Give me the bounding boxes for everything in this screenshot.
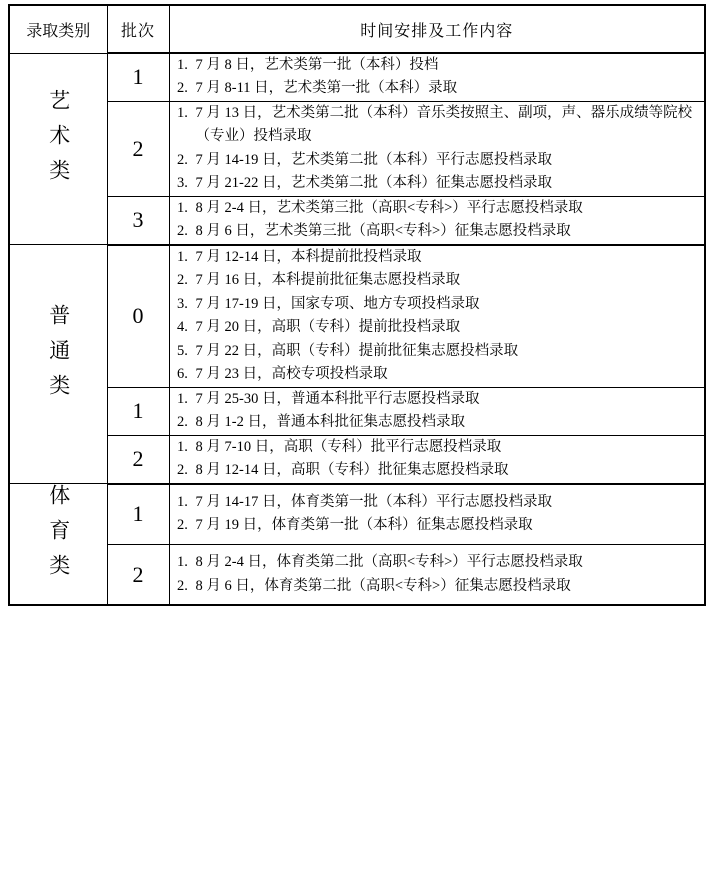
list-item: 1. 8 月 2-4 日，艺术类第三批（高职<专科>）平行志愿投档录取 [192, 197, 705, 220]
list-item: 1. 8 月 2-4 日，体育类第二批（高职<专科>）平行志愿投档录取 [192, 551, 705, 574]
content-list [170, 246, 705, 387]
list-item: 1. 7 月 13 日，艺术类第二批（本科）音乐类按照主、副项，声、器乐成绩等院校（专业）投档录取 [192, 102, 705, 149]
content-cell [169, 387, 705, 435]
list-item: 2. 8 月 6 日，艺术类第三批（高职<专科>）征集志愿投档录取 [192, 220, 705, 243]
header-row [9, 5, 705, 53]
table-header [9, 5, 705, 53]
list-item: 4. 7 月 20 日，高职（专科）提前批投档录取 [192, 316, 705, 339]
list-item: 2. 7 月 8-11 日，艺术类第一批（本科）录取 [192, 77, 705, 100]
table-row [9, 101, 705, 196]
category-cell [9, 245, 107, 484]
batch-cell: 1 [107, 53, 169, 101]
list-item: 1. 7 月 14-17 日，体育类第一批（本科）平行志愿投档录取 [192, 491, 705, 514]
table-body [9, 53, 705, 605]
list-item: 6. 7 月 23 日，高校专项投档录取 [192, 363, 705, 386]
list-item: 3. 7 月 21-22 日，艺术类第二批（本科）征集志愿投档录取 [192, 172, 705, 195]
content-list [170, 388, 705, 435]
content-cell [169, 101, 705, 196]
batch-cell: 1 [107, 387, 169, 435]
content-cell [169, 196, 705, 244]
content-list [170, 436, 705, 483]
table-row [9, 484, 705, 545]
list-item: 1. 7 月 8 日，艺术类第一批（本科）投档 [192, 54, 705, 77]
list-item: 3. 7 月 17-19 日，国家专项、地方专项投档录取 [192, 293, 705, 316]
header-content: 时间安排及工作内容 [169, 5, 705, 53]
list-item: 2. 8 月 12-14 日，高职（专科）批征集志愿投档录取 [192, 459, 705, 482]
list-item: 2. 8 月 6 日，体育类第二批（高职<专科>）征集志愿投档录取 [192, 575, 705, 598]
content-cell [169, 544, 705, 605]
content-cell [169, 435, 705, 483]
content-cell [169, 53, 705, 101]
header-batch: 批次 [107, 5, 169, 53]
category-cell [9, 484, 107, 606]
list-item: 1. 8 月 7-10 日，高职（专科）批平行志愿投档录取 [192, 436, 705, 459]
list-item: 2. 7 月 14-19 日，艺术类第二批（本科）平行志愿投档录取 [192, 149, 705, 172]
table-row [9, 435, 705, 483]
content-cell [169, 484, 705, 545]
content-list [170, 54, 705, 101]
admission-schedule-table [8, 4, 706, 606]
header-category: 录取类别 [9, 5, 107, 53]
table-row [9, 53, 705, 101]
batch-cell: 2 [107, 435, 169, 483]
content-list [170, 491, 705, 538]
batch-cell: 3 [107, 196, 169, 244]
category-label: 艺术类 [46, 88, 71, 194]
category-cell [9, 53, 107, 245]
content-list [170, 102, 705, 196]
list-item: 5. 7 月 22 日，高职（专科）提前批征集志愿投档录取 [192, 340, 705, 363]
batch-cell: 0 [107, 245, 169, 387]
category-label: 普通类 [46, 304, 71, 410]
list-item: 1. 7 月 12-14 日，本科提前批投档录取 [192, 246, 705, 269]
table-row [9, 196, 705, 244]
content-list [170, 551, 705, 598]
batch-cell: 2 [107, 544, 169, 605]
list-item: 2. 7 月 19 日，体育类第一批（本科）征集志愿投档录取 [192, 514, 705, 537]
content-list [170, 197, 705, 244]
list-item: 2. 7 月 16 日，本科提前批征集志愿投档录取 [192, 269, 705, 292]
table-row [9, 387, 705, 435]
list-item: 2. 8 月 1-2 日，普通本科批征集志愿投档录取 [192, 411, 705, 434]
list-item: 1. 7 月 25-30 日，普通本科批平行志愿投档录取 [192, 388, 705, 411]
category-label: 体育类 [46, 484, 71, 590]
batch-cell: 1 [107, 484, 169, 545]
content-cell [169, 245, 705, 387]
table-row [9, 245, 705, 387]
batch-cell: 2 [107, 101, 169, 196]
table-row [9, 544, 705, 605]
